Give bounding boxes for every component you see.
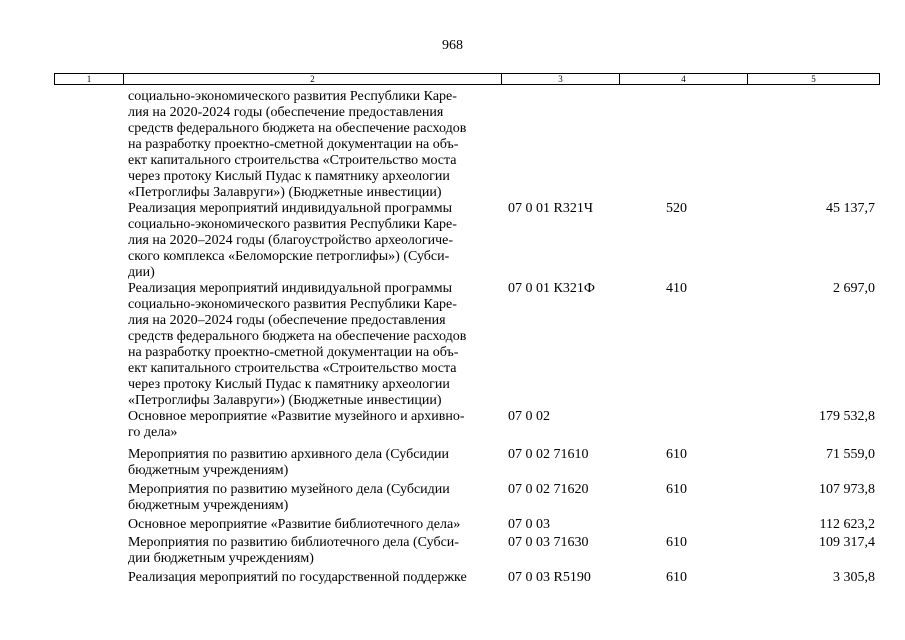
header-col-3: 3 bbox=[501, 74, 619, 84]
row-description: Реализация мероприятий индивидуальной программы социально-экономического развития Республики Каре- лия на 2020–2024 годы (обеспечение предоставления средств федерального бюджета на обеспечение расходов на разработку проектно-сметной документации на объ- ект капитального строительства «Строительство моста через протоку Кислый Пудас к памятнику археологии «Петроглифы Залавруги») (Бюджетные инвестиции) bbox=[128, 281, 467, 408]
row-code: 07 0 02 bbox=[508, 409, 550, 424]
row-type: 610 bbox=[666, 447, 687, 462]
row-type: 520 bbox=[666, 201, 687, 216]
row-code: 07 0 03 bbox=[508, 517, 550, 532]
table-row bbox=[0, 201, 905, 281]
row-amount: 71 559,0 bbox=[826, 447, 875, 462]
row-amount: 3 305,8 bbox=[833, 570, 875, 585]
row-type: 410 bbox=[666, 281, 687, 296]
row-amount: 179 532,8 bbox=[819, 409, 875, 424]
row-amount: 107 973,8 bbox=[819, 482, 875, 497]
header-col-5: 5 bbox=[747, 74, 879, 84]
table-row bbox=[0, 517, 905, 535]
table-row bbox=[0, 89, 905, 201]
header-col-4: 4 bbox=[619, 74, 747, 84]
row-type: 610 bbox=[666, 535, 687, 550]
row-amount: 112 623,2 bbox=[819, 517, 875, 532]
header-col-2: 2 bbox=[123, 74, 501, 84]
table-body bbox=[0, 89, 905, 588]
row-code: 07 0 01 К321Ф bbox=[508, 281, 595, 296]
row-amount: 109 317,4 bbox=[819, 535, 875, 550]
row-type: 610 bbox=[666, 482, 687, 497]
row-type: 610 bbox=[666, 570, 687, 585]
row-code: 07 0 02 71620 bbox=[508, 482, 589, 497]
row-amount: 2 697,0 bbox=[833, 281, 875, 296]
row-code: 07 0 03 71630 bbox=[508, 535, 589, 550]
row-code: 07 0 02 71610 bbox=[508, 447, 589, 462]
row-description: Реализация мероприятий индивидуальной программы социально-экономического развития Республики Каре- лия на 2020–2024 годы (благоустройство археологиче- ского комплекса «Беломорские петроглифы») (Субси- дии) bbox=[128, 201, 457, 280]
row-description: социально-экономического развития Республики Каре- лия на 2020-2024 годы (обеспечение предоставления средств федерального бюджета на обеспечение расходов на разработку проектно-сметной документации на объ- ект капитального строительства «Строительство моста через протоку Кислый Пудас к памятнику археологии «Петроглифы Залавруги») (Бюджетные инвестиции) bbox=[128, 89, 467, 200]
table-row bbox=[0, 482, 905, 517]
table-row bbox=[0, 281, 905, 409]
row-description: Мероприятия по развитию архивного дела (Субсидии бюджетным учреждениям) bbox=[128, 447, 450, 478]
page-number: 968 bbox=[442, 38, 463, 53]
row-description: Мероприятия по развитию библиотечного дела (Субси- дии бюджетным учреждениям) bbox=[128, 535, 459, 566]
header-col-1: 1 bbox=[86, 74, 92, 84]
table-row bbox=[0, 409, 905, 447]
row-description: Основное мероприятие «Развитие библиотечного дела» bbox=[128, 517, 461, 532]
row-amount: 45 137,7 bbox=[826, 201, 875, 216]
table-row bbox=[0, 535, 905, 570]
row-description: Мероприятия по развитию музейного дела (Субсидии бюджетным учреждениям) bbox=[128, 482, 450, 513]
row-description: Реализация мероприятий по государственной поддержке bbox=[128, 570, 467, 585]
row-code: 07 0 01 R321Ч bbox=[508, 201, 593, 216]
table-header bbox=[54, 73, 880, 85]
table-row bbox=[0, 570, 905, 588]
row-description: Основное мероприятие «Развитие музейного и архивно- го дела» bbox=[128, 409, 465, 440]
row-code: 07 0 03 R5190 bbox=[508, 570, 591, 585]
table-row bbox=[0, 447, 905, 482]
